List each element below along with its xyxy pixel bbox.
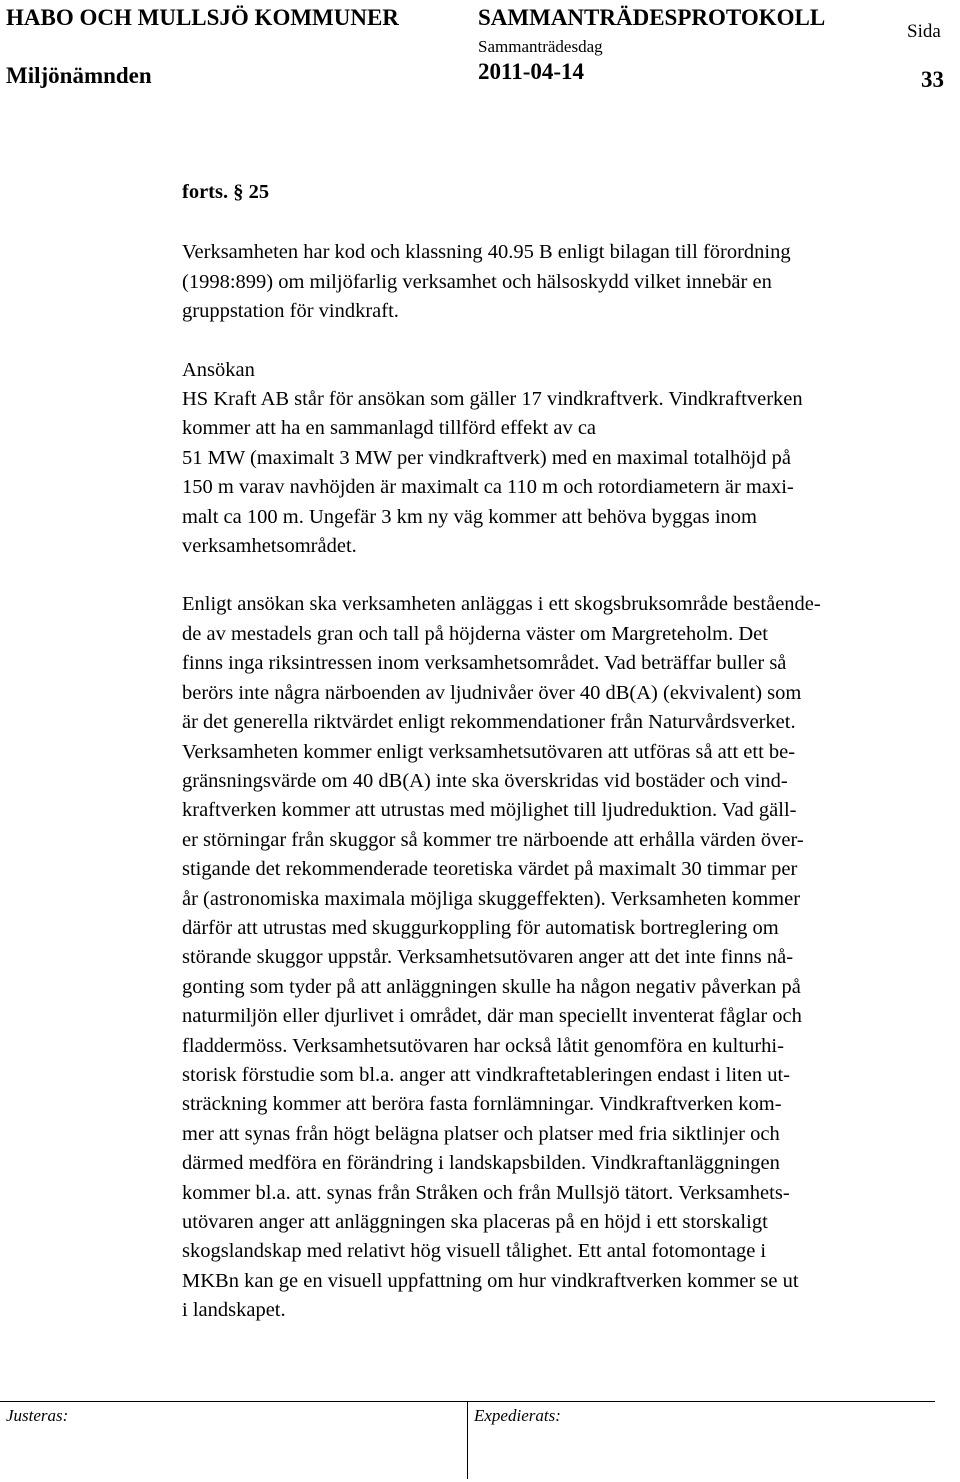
body-line: storisk förstudie som bl.a. anger att vindkraftetableringen endast i liten ut- — [182, 1063, 791, 1086]
protocol-content — [182, 178, 952, 1326]
body-line: skogslandskap med relativt hög visuell tålighet. Ett antal fotomontage i — [182, 1240, 767, 1263]
page-label: Sida — [907, 21, 941, 42]
application-heading: Ansökan — [182, 358, 255, 381]
expedierats-label: Expedierats: — [474, 1406, 561, 1425]
body-line: utövaren anger att anläggningen ska placeras på en höjd i ett storskaligt — [182, 1211, 768, 1233]
board-name: Miljönämnden — [6, 63, 152, 88]
body-line: mer att synas från högt belägna platser och platser med fria siktlinjer och — [182, 1122, 780, 1145]
body-line: gonting som tyder på att anläggningen skulle ha någon negativ påverkan på — [182, 975, 801, 998]
body-line: därmed medföra en förändring i landskapsbilden. Vindkraftanläggningen — [182, 1152, 780, 1175]
body-line: Enligt ansökan ska verksamheten anläggas i ett skogsbruksområde bestående- — [182, 593, 821, 616]
application-line: 51 MW (maximalt 3 MW per vindkraftverk) med en maximal totalhöjd på — [182, 446, 791, 469]
body-line: är det generella riktvärdet enligt rekommendationer från Naturvårdsverket. — [182, 711, 796, 734]
footer-column-divider — [467, 1401, 468, 1479]
body-line: därför att utrustas med skuggurkoppling för automatisk bortreglering om — [182, 916, 779, 939]
body-line: MKBn kan ge en visuell uppfattning om hur vindkraftverken kommer se ut — [182, 1269, 799, 1292]
body-line: fladdermöss. Verksamhetsutövaren har också låtit genomföra en kulturhi- — [182, 1034, 784, 1057]
application-line: 150 m varav navhöjden är maximalt ca 110 m och rotordiametern är maxi- — [182, 476, 794, 499]
meeting-date-label: Sammanträdesdag — [478, 37, 603, 56]
intro-line: (1998:899) om miljöfarlig verksamhet och hälsoskydd vilket innebär en — [182, 270, 772, 293]
application-line: malt ca 100 m. Ungefär 3 km ny väg kommer att behöva byggas inom — [182, 505, 758, 528]
application-line: HS Kraft AB står för ansökan som gäller 17 vindkraftverk. Vindkraftverken — [182, 388, 803, 411]
application-line: verksamhetsområdet. — [182, 535, 357, 558]
body-line: Verksamheten kommer enligt verksamhetsutövaren att utföras så att ett be- — [182, 740, 796, 763]
body-line: naturmiljön eller djurlivet i området, där man speciellt inventerat fåglar och — [182, 1005, 802, 1028]
justeras-label: Justeras: — [6, 1406, 69, 1425]
body-line: störande skuggor uppstår. Verksamhetsutövaren anger att det inte finns nå- — [182, 946, 794, 969]
section-heading: forts. § 25 — [182, 181, 270, 203]
assessment-paragraph — [182, 590, 952, 1325]
application-line: kommer att ha en sammanlagd tillförd effekt av ca — [182, 417, 597, 440]
body-line: finns inga riksintressen inom verksamhetsområdet. Vad beträffar buller så — [182, 652, 787, 675]
body-line: kraftverken kommer att utrustas med möjlighet till ljudreduktion. Vad gäll- — [182, 799, 797, 822]
page-number: 33 — [921, 67, 944, 92]
body-line: stigande det rekommenderade teoretiska värdet på maximalt 30 timmar per — [182, 858, 798, 881]
intro-line: gruppstation för vindkraft. — [182, 300, 399, 323]
intro-paragraph — [182, 238, 952, 326]
body-line: de av mestadels gran och tall på höjderna väster om Margreteholm. Det — [182, 622, 768, 645]
body-line: er störningar från skuggor så kommer tre närboende att erhålla värden över- — [182, 828, 804, 851]
body-line: sträckning kommer att beröra fasta fornlämningar. Vindkraftverken kom- — [182, 1093, 782, 1116]
body-line: i landskapet. — [182, 1299, 286, 1322]
body-line: kommer bl.a. att. synas från Stråken och från Mullsjö tätort. Verksamhets- — [182, 1181, 790, 1204]
document-type: SAMMANTRÄDESPROTOKOLL — [478, 5, 826, 30]
intro-line: Verksamheten har kod och klassning 40.95 B enligt bilagan till förordning — [182, 241, 791, 264]
meeting-date: 2011-04-14 — [478, 59, 585, 84]
body-line: berörs inte några närboenden av ljudnivåer över 40 dB(A) (ekvivalent) som — [182, 681, 802, 704]
body-line: år (astronomiska maximala möjliga skuggeffekten). Verksamheten kommer — [182, 887, 801, 910]
application-paragraph — [182, 385, 952, 561]
body-line: gränsningsvärde om 40 dB(A) inte ska överskridas vid bostäder och vind- — [182, 769, 788, 792]
organization-name: HABO OCH MULLSJÖ KOMMUNER — [6, 5, 399, 30]
